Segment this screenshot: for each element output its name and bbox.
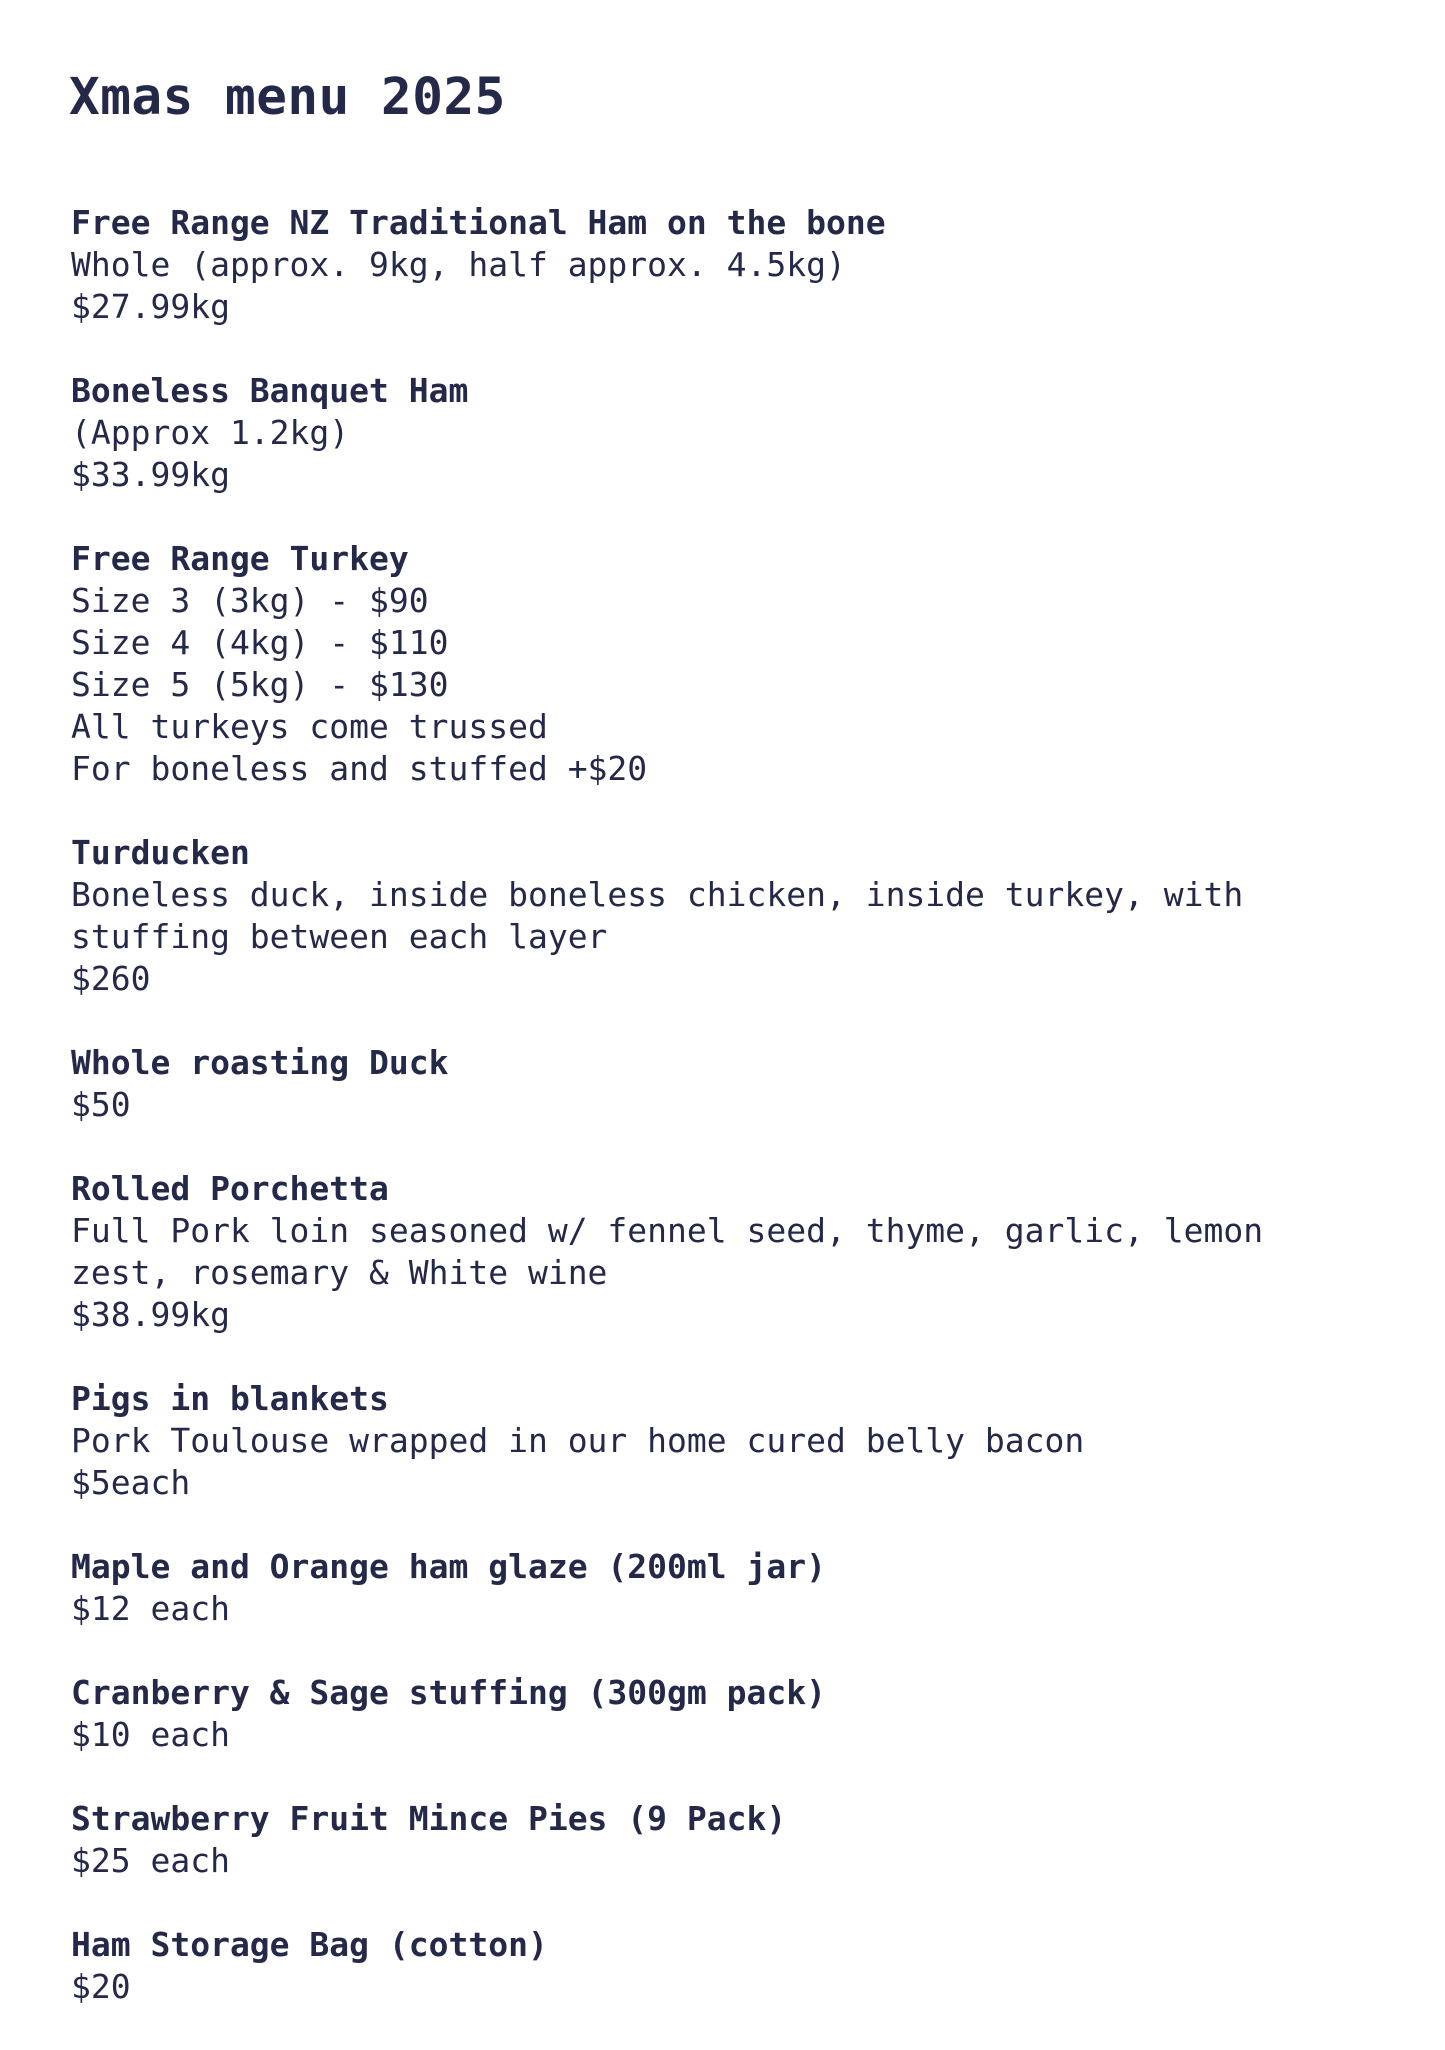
menu-item [71,538,1389,790]
menu-item-detail: Size 4 (4kg) - $110 [71,623,449,662]
menu-item-name: Strawberry Fruit Mince Pies (9 Pack) [71,1799,787,1838]
menu-item-detail: $33.99kg [71,455,230,494]
menu-item [71,1546,1389,1630]
menu-item-detail: Boneless duck, inside boneless chicken, inside turkey, with [71,875,1244,914]
menu-item-detail: $12 each [71,1589,230,1628]
menu-item [71,1042,1389,1126]
menu-item-detail: All turkeys come trussed [71,707,548,746]
menu-item [71,1168,1389,1336]
menu-item-name: Ham Storage Bag (cotton) [71,1925,548,1964]
menu-item-name: Free Range Turkey [71,539,409,578]
page-title: Xmas menu 2025 [69,68,506,127]
menu-item-detail: (Approx 1.2kg) [71,413,350,452]
menu-item-name: Turducken [71,833,250,872]
menu-item [71,832,1389,1000]
menu-item-detail: stuffing between each layer [71,917,608,956]
menu-item-name: Free Range NZ Traditional Ham on the bone [71,203,886,242]
menu-item [71,1378,1389,1504]
menu-item [71,1672,1389,1756]
menu-item [71,202,1389,328]
menu-item-detail: Size 5 (5kg) - $130 [71,665,449,704]
menu-item [71,370,1389,496]
menu-item-name: Whole roasting Duck [71,1043,449,1082]
menu-item-name: Cranberry & Sage stuffing (300gm pack) [71,1673,826,1712]
menu-item-detail: $27.99kg [71,287,230,326]
menu-item-detail: $38.99kg [71,1295,230,1334]
menu-item-detail: zest, rosemary & White wine [71,1253,608,1292]
menu-item [71,1798,1389,1882]
menu-item-name: Boneless Banquet Ham [71,371,469,410]
menu-item-detail: $5each [71,1463,191,1502]
menu-list [69,202,1389,2008]
menu-page [69,66,1389,2050]
menu-item-name: Maple and Orange ham glaze (200ml jar) [71,1547,826,1586]
menu-item-detail: Whole (approx. 9kg, half approx. 4.5kg) [71,245,846,284]
menu-item-detail: $10 each [71,1715,230,1754]
menu-item-detail: Full Pork loin seasoned w/ fennel seed, thyme, garlic, lemon [71,1211,1264,1250]
menu-item-detail: Pork Toulouse wrapped in our home cured belly bacon [71,1421,1085,1460]
menu-item-detail: $20 [71,1967,131,2006]
menu-item-detail: Size 3 (3kg) - $90 [71,581,429,620]
menu-item-name: Rolled Porchetta [71,1169,389,1208]
menu-item-detail: For boneless and stuffed +$20 [71,749,648,788]
menu-item-name: Pigs in blankets [71,1379,389,1418]
menu-item-detail: $50 [71,1085,131,1124]
menu-item-detail: $25 each [71,1841,230,1880]
menu-item-detail: $260 [71,959,151,998]
menu-item [71,1924,1389,2008]
